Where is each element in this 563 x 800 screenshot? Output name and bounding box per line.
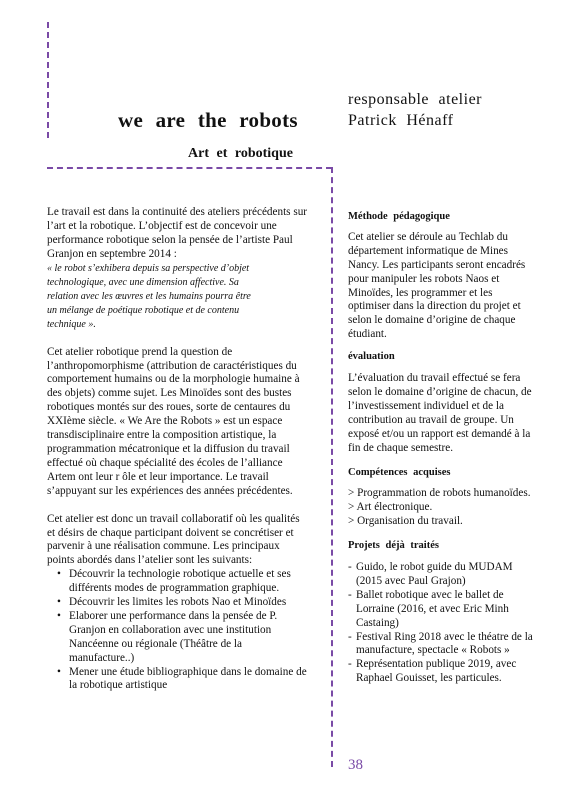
list-item: > Programmation de robots humanoïdes.	[348, 487, 531, 500]
list-item: • Découvrir la technologie robotique actuelle et ses différents modes de programmation graphique.	[57, 568, 309, 596]
quote-line: technologique, avec une dimension affective. Sa	[47, 276, 239, 288]
frame-left-dashed	[47, 22, 49, 138]
projets-list	[348, 561, 536, 686]
list-item: • Mener une étude bibliographique dans le domaine de la robotique artistique	[57, 666, 309, 694]
quote-block	[47, 262, 309, 332]
quote-line: « le robot s’exhibera depuis sa perspective d’objet	[47, 262, 250, 274]
list-item: - Ballet robotique avec le ballet de Lorraine (2016, et avec Eric Minh Castaing)	[348, 589, 536, 631]
quote-line: technique ».	[47, 318, 96, 330]
list-item: > Art électronique.	[348, 501, 433, 514]
list-item: > Organisation du travail.	[348, 515, 463, 528]
list-item: - Festival Ring 2018 avec le théatre de la manufacture, spectacle « Robots »	[348, 631, 536, 659]
collaboration-paragraph: Cet atelier est donc un travail collaboratif où les qualités et désirs de chaque participant doivent se concrétiser et parvenir à une réalisation commune. Les principaux points abordés dans l’atelier sont les suivants:	[47, 512, 300, 567]
responsable-label: responsable atelier	[348, 91, 482, 108]
list-item: • Elaborer une performance dans la pensée de P. Granjon en collaboration avec une institution Nancéenne ou régionale (Théâtre de la manufacture..)	[57, 610, 309, 666]
quote-line: relation avec les œuvres et les humains pourra être	[47, 290, 251, 302]
page-title: we are the robots	[118, 108, 298, 132]
methode-text: Cet atelier se déroule au Techlab du département informatique de Mines Nancy. Les participants seront encadrés pour manipuler les robots Naos et Minoïdes, les programmer et les optimiser dans la direction du projet et selon le domaine d’origine de chaque étudiant.	[348, 230, 526, 341]
responsable-name: Patrick Hénaff	[348, 112, 454, 129]
frame-header-dashed	[47, 167, 332, 169]
anthropomorphism-paragraph: Cet atelier robotique prend la question de l’anthropomorphisme (attribution de caractéristiques du comportement humains ou de la morphologie humaine à des objets) comme sujet. Les Minoïdes sont des bustes robotiques montés sur des roues, sorte de centaures du XXIème siècle. « We Are the Robots » est un espace transdisciplinaire entre la composition artistique, la programmation mécatronique et la diffusion du travail effectué où chaque spécialité des écoles de l’alliance Artem ont leur r ôle et leur importance. Le travail s’appuyant sur les expériences des années précédentes.	[47, 345, 300, 497]
evaluation-text: L’évaluation du travail effectué se fera selon le domaine d’origine de chacun, de l’investissement individuel et de la contribution au travail de groupe. Un exposé et/ou un rapport est demandé à la fin de chaque semestre.	[348, 372, 532, 454]
left-column	[47, 206, 309, 693]
projets-heading: Projets déjà traités	[348, 540, 439, 552]
competences-heading: Compétences acquises	[348, 466, 451, 478]
methode-heading: Méthode pédagogique	[348, 211, 450, 222]
topics-list	[57, 568, 309, 693]
intro-paragraph: Le travail est dans la continuité des ateliers précédents sur l’art et la robotique. L’objectif est de concevoir une performance robotique selon la pensée de l’artiste Paul Granjon en septembre 2014 :	[47, 206, 308, 260]
page-number: 38	[348, 757, 363, 773]
right-column	[348, 210, 536, 686]
competences-list	[348, 487, 536, 529]
list-item: - Représentation publique 2019, avec Raphael Gouisset, les particules.	[348, 658, 536, 686]
page-subtitle: Art et robotique	[188, 146, 293, 161]
evaluation-heading: évaluation	[348, 351, 395, 363]
responsable-block	[348, 89, 482, 131]
list-item: • Découvrir les limites les robots Nao et Minoïdes	[57, 596, 309, 610]
list-item: - Guido, le robot guide du MUDAM (2015 avec Paul Grajon)	[348, 561, 536, 589]
quote-line: un mélange de poétique robotique et de contenu	[47, 304, 240, 316]
frame-right-dashed	[331, 167, 333, 767]
